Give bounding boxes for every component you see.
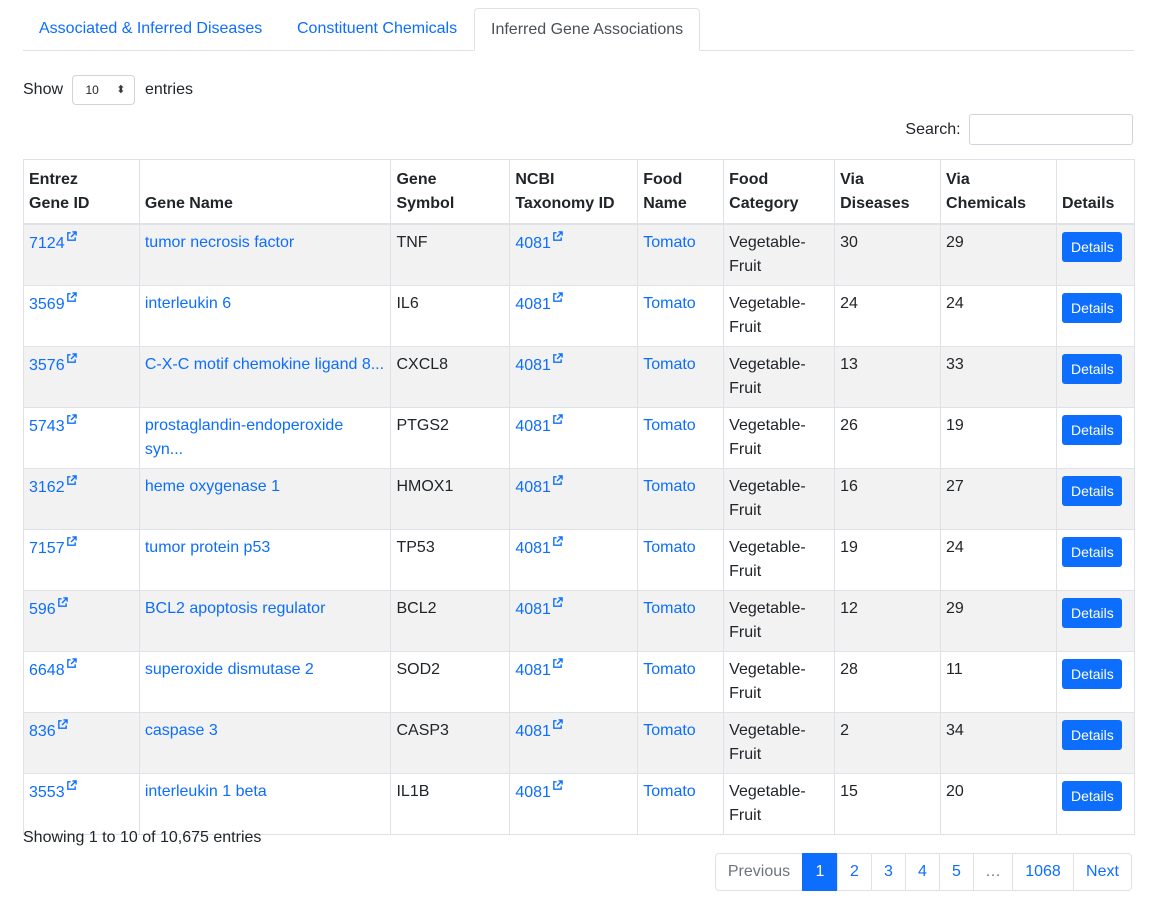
food-name-link[interactable]: Tomato [643, 661, 696, 678]
gene-id-link[interactable]: 6648 [29, 662, 65, 679]
tab-inferred-gene-associations[interactable]: Inferred Gene Associations [474, 8, 700, 51]
gene-id-link[interactable]: 3553 [29, 784, 65, 801]
cell-details [1056, 469, 1134, 530]
cell-taxonomy-id [510, 591, 638, 652]
external-link-icon[interactable] [65, 479, 77, 496]
cell-via-chemicals: 29 [941, 224, 1057, 286]
gene-id-link[interactable]: 5743 [29, 418, 65, 435]
external-link-icon[interactable] [65, 418, 77, 435]
column-header-via-diseases[interactable] [835, 160, 941, 225]
external-link-icon[interactable] [65, 784, 77, 801]
gene-name-link[interactable]: prostaglandin-endoperoxide syn... [144, 417, 344, 458]
cell-details [1056, 530, 1134, 591]
details-button[interactable]: Details [1062, 720, 1122, 750]
cell-via-diseases: 26 [835, 408, 941, 469]
column-header-label: Entrez Gene ID [29, 171, 90, 212]
cell-details [1056, 347, 1134, 408]
external-link-icon[interactable] [551, 357, 563, 374]
cell-taxonomy-id [510, 286, 638, 347]
external-link-icon[interactable] [65, 357, 77, 374]
cell-gene-symbol: SOD2 [391, 652, 510, 713]
food-category-text: Vegetable-Fruit [729, 783, 806, 824]
cell-via-diseases: 13 [835, 347, 941, 408]
cell-food-category [724, 530, 835, 591]
length-suffix-label: entries [144, 81, 193, 99]
cell-food-category [724, 347, 835, 408]
food-category-text: Vegetable-Fruit [729, 234, 806, 275]
cell-details [1056, 408, 1134, 469]
external-link-icon[interactable] [65, 296, 77, 313]
external-link-icon[interactable] [551, 296, 563, 313]
column-header-food-category[interactable] [724, 160, 835, 225]
gene-id-link[interactable]: 836 [29, 723, 56, 740]
column-header-label: Food Name [643, 171, 687, 212]
cell-via-chemicals: 33 [941, 347, 1057, 408]
food-category-text: Vegetable-Fruit [729, 722, 806, 763]
cell-gene-name [139, 469, 391, 530]
cell-gene-symbol: CXCL8 [391, 347, 510, 408]
entries-per-page-value: 10 [85, 83, 99, 97]
cell-food-name [638, 224, 724, 286]
food-name-link[interactable]: Tomato [643, 295, 696, 312]
page-button-4[interactable]: 4 [905, 853, 940, 891]
gene-name-link[interactable]: tumor necrosis factor [144, 234, 295, 251]
column-header-label: Gene Name [144, 195, 233, 212]
food-name-link[interactable]: Tomato [643, 417, 696, 434]
details-button[interactable]: Details [1062, 232, 1122, 262]
taxonomy-id-link[interactable]: 4081 [515, 235, 551, 252]
cell-gene-name [139, 591, 391, 652]
table-row [24, 652, 1135, 713]
food-category-text: Vegetable-Fruit [729, 661, 806, 702]
gene-name-link[interactable]: tumor protein p53 [144, 539, 271, 556]
cell-gene-id [24, 286, 140, 347]
pagination [715, 853, 1132, 891]
food-category-text: Vegetable-Fruit [729, 478, 806, 519]
food-name-link[interactable]: Tomato [643, 539, 696, 556]
details-button[interactable]: Details [1062, 415, 1122, 445]
gene-name-link[interactable]: caspase 3 [144, 722, 218, 739]
cell-via-diseases: 19 [835, 530, 941, 591]
cell-gene-symbol: PTGS2 [391, 408, 510, 469]
cell-gene-name [139, 713, 391, 774]
details-button[interactable]: Details [1062, 781, 1122, 811]
table-row [24, 347, 1135, 408]
food-name-link[interactable]: Tomato [643, 600, 696, 617]
external-link-icon[interactable] [56, 601, 68, 618]
page-ellipsis: … [973, 853, 1013, 891]
page-button-2[interactable]: 2 [837, 853, 872, 891]
column-header-via-chemicals[interactable] [941, 160, 1057, 225]
details-button[interactable]: Details [1062, 354, 1122, 384]
gene-id-link[interactable]: 596 [29, 601, 56, 618]
cell-gene-symbol: TP53 [391, 530, 510, 591]
table-header-row [24, 160, 1135, 225]
cell-gene-id [24, 591, 140, 652]
table-row [24, 224, 1135, 286]
cell-gene-name [139, 347, 391, 408]
cell-via-chemicals: 11 [941, 652, 1057, 713]
cell-details [1056, 224, 1134, 286]
cell-gene-id [24, 224, 140, 286]
column-header-label: Via Diseases [840, 171, 910, 212]
cell-gene-id [24, 774, 140, 835]
cell-food-category [724, 286, 835, 347]
cell-food-name [638, 469, 724, 530]
food-name-link[interactable]: Tomato [643, 234, 696, 251]
cell-details [1056, 713, 1134, 774]
external-link-icon[interactable] [551, 418, 563, 435]
cell-gene-id [24, 408, 140, 469]
external-link-icon[interactable] [65, 662, 77, 679]
cell-food-name [638, 652, 724, 713]
gene-name-link[interactable]: interleukin 1 beta [144, 783, 267, 800]
cell-details [1056, 286, 1134, 347]
cell-taxonomy-id [510, 469, 638, 530]
updown-arrow-icon: ⬍ [116, 84, 126, 96]
column-header-food-name[interactable] [638, 160, 724, 225]
taxonomy-id-link[interactable]: 4081 [515, 357, 551, 374]
external-link-icon[interactable] [551, 540, 563, 557]
gene-name-link[interactable]: interleukin 6 [144, 295, 232, 312]
external-link-icon[interactable] [65, 540, 77, 557]
food-name-link[interactable]: Tomato [643, 356, 696, 373]
gene-name-link[interactable]: BCL2 apoptosis regulator [144, 600, 326, 617]
cell-details [1056, 591, 1134, 652]
cell-via-chemicals: 24 [941, 530, 1057, 591]
cell-food-name [638, 347, 724, 408]
length-control [23, 75, 193, 105]
cell-gene-name [139, 286, 391, 347]
cell-food-category [724, 408, 835, 469]
next-page-button[interactable]: Next [1073, 853, 1132, 891]
cell-gene-name [139, 408, 391, 469]
cell-gene-symbol: IL1B [391, 774, 510, 835]
table-row [24, 713, 1135, 774]
cell-via-chemicals: 19 [941, 408, 1057, 469]
external-link-icon[interactable] [56, 723, 68, 740]
table-row [24, 774, 1135, 835]
column-header-label: NCBI Taxonomy ID [515, 171, 615, 212]
gene-name-link[interactable]: heme oxygenase 1 [144, 478, 281, 495]
cell-food-name [638, 286, 724, 347]
cell-gene-symbol: TNF [391, 224, 510, 286]
cell-food-name [638, 591, 724, 652]
cell-gene-id [24, 713, 140, 774]
length-prefix-label: Show [23, 81, 64, 99]
cell-gene-name [139, 774, 391, 835]
cell-taxonomy-id [510, 347, 638, 408]
details-button[interactable]: Details [1062, 659, 1122, 689]
gene-name-link[interactable]: C-X-C motif chemokine ligand 8... [144, 356, 385, 373]
cell-via-chemicals: 24 [941, 286, 1057, 347]
details-button[interactable]: Details [1062, 598, 1122, 628]
cell-details [1056, 652, 1134, 713]
gene-id-link[interactable]: 7124 [29, 235, 65, 252]
cell-via-chemicals: 27 [941, 469, 1057, 530]
column-header-label: Food Category [729, 171, 799, 212]
page-button-1[interactable]: 1 [802, 853, 838, 891]
table-row [24, 530, 1135, 591]
column-header-gene-symbol[interactable] [391, 160, 510, 225]
tab-associated-inferred-diseases[interactable]: Associated & Inferred Diseases [39, 20, 263, 37]
column-header-label: Gene Symbol [396, 171, 455, 212]
gene-id-link[interactable]: 3569 [29, 296, 65, 313]
food-category-text: Vegetable-Fruit [729, 356, 806, 397]
food-category-text: Vegetable-Fruit [729, 539, 806, 580]
cell-via-chemicals: 20 [941, 774, 1057, 835]
taxonomy-id-link[interactable]: 4081 [515, 296, 551, 313]
cell-gene-symbol: IL6 [391, 286, 510, 347]
page-button-3[interactable]: 3 [871, 853, 906, 891]
tab-constituent-chemicals[interactable]: Constituent Chemicals [297, 20, 458, 37]
cell-via-chemicals: 34 [941, 713, 1057, 774]
cell-via-diseases: 15 [835, 774, 941, 835]
column-header-gene-name[interactable] [139, 160, 391, 225]
search-label: Search: [905, 121, 961, 138]
cell-food-category [724, 591, 835, 652]
gene-id-link[interactable]: 7157 [29, 540, 65, 557]
external-link-icon[interactable] [551, 235, 563, 252]
search-input[interactable] [969, 114, 1133, 145]
cell-taxonomy-id [510, 408, 638, 469]
food-category-text: Vegetable-Fruit [729, 600, 806, 641]
table-row [24, 591, 1135, 652]
gene-id-link[interactable]: 3576 [29, 357, 65, 374]
cell-via-chemicals: 29 [941, 591, 1057, 652]
page-button-5[interactable]: 5 [939, 853, 974, 891]
entries-per-page-select[interactable] [72, 75, 135, 105]
cell-food-category [724, 224, 835, 286]
cell-via-diseases: 12 [835, 591, 941, 652]
cell-details [1056, 774, 1134, 835]
cell-gene-name [139, 224, 391, 286]
cell-food-category [724, 713, 835, 774]
cell-food-category [724, 469, 835, 530]
cell-via-diseases: 24 [835, 286, 941, 347]
external-link-icon[interactable] [551, 601, 563, 618]
column-header-entrez-gene-id[interactable] [24, 160, 140, 225]
food-name-link[interactable]: Tomato [643, 722, 696, 739]
external-link-icon[interactable] [551, 662, 563, 679]
table-row [24, 286, 1135, 347]
taxonomy-id-link[interactable]: 4081 [515, 784, 551, 801]
search-control [905, 114, 1133, 145]
cell-taxonomy-id [510, 530, 638, 591]
external-link-icon[interactable] [65, 235, 77, 252]
cell-gene-symbol: HMOX1 [391, 469, 510, 530]
cell-gene-id [24, 469, 140, 530]
tab-bar [23, 8, 1134, 51]
cell-gene-name [139, 530, 391, 591]
cell-taxonomy-id [510, 713, 638, 774]
details-button[interactable]: Details [1062, 537, 1122, 567]
cell-via-diseases: 2 [835, 713, 941, 774]
column-header-ncbi-taxonomy-id[interactable] [510, 160, 638, 225]
cell-gene-id [24, 652, 140, 713]
details-button[interactable]: Details [1062, 293, 1122, 323]
taxonomy-id-link[interactable]: 4081 [515, 479, 551, 496]
cell-food-name [638, 713, 724, 774]
cell-gene-id [24, 530, 140, 591]
cell-gene-id [24, 347, 140, 408]
cell-food-category [724, 652, 835, 713]
food-name-link[interactable]: Tomato [643, 478, 696, 495]
cell-taxonomy-id [510, 652, 638, 713]
food-category-text: Vegetable-Fruit [729, 295, 806, 336]
table-info: Showing 1 to 10 of 10,675 entries [23, 829, 262, 846]
cell-via-diseases: 30 [835, 224, 941, 286]
taxonomy-id-link[interactable]: 4081 [515, 662, 551, 679]
cell-taxonomy-id [510, 224, 638, 286]
column-header-label: Details [1061, 195, 1115, 212]
details-button[interactable]: Details [1062, 476, 1122, 506]
food-name-link[interactable]: Tomato [643, 783, 696, 800]
taxonomy-id-link[interactable]: 4081 [515, 723, 551, 740]
food-category-text: Vegetable-Fruit [729, 417, 806, 458]
page-button-1068[interactable]: 1068 [1012, 853, 1074, 891]
cell-gene-name [139, 652, 391, 713]
table-row [24, 469, 1135, 530]
cell-taxonomy-id [510, 774, 638, 835]
column-header-label: Via Chemicals [946, 171, 1027, 212]
cell-food-name [638, 530, 724, 591]
previous-page-button[interactable]: Previous [715, 853, 803, 891]
cell-via-diseases: 16 [835, 469, 941, 530]
column-header-details [1056, 160, 1134, 225]
taxonomy-id-link[interactable]: 4081 [515, 601, 551, 618]
gene-id-link[interactable]: 3162 [29, 479, 65, 496]
cell-gene-symbol: BCL2 [391, 591, 510, 652]
external-link-icon[interactable] [551, 784, 563, 801]
cell-gene-symbol: CASP3 [391, 713, 510, 774]
external-link-icon[interactable] [551, 723, 563, 740]
gene-name-link[interactable]: superoxide dismutase 2 [144, 661, 314, 678]
taxonomy-id-link[interactable]: 4081 [515, 418, 551, 435]
taxonomy-id-link[interactable]: 4081 [515, 540, 551, 557]
cell-food-name [638, 408, 724, 469]
cell-food-name [638, 774, 724, 835]
cell-food-category [724, 774, 835, 835]
gene-associations-table [23, 159, 1135, 835]
external-link-icon[interactable] [551, 479, 563, 496]
cell-via-diseases: 28 [835, 652, 941, 713]
table-row [24, 408, 1135, 469]
